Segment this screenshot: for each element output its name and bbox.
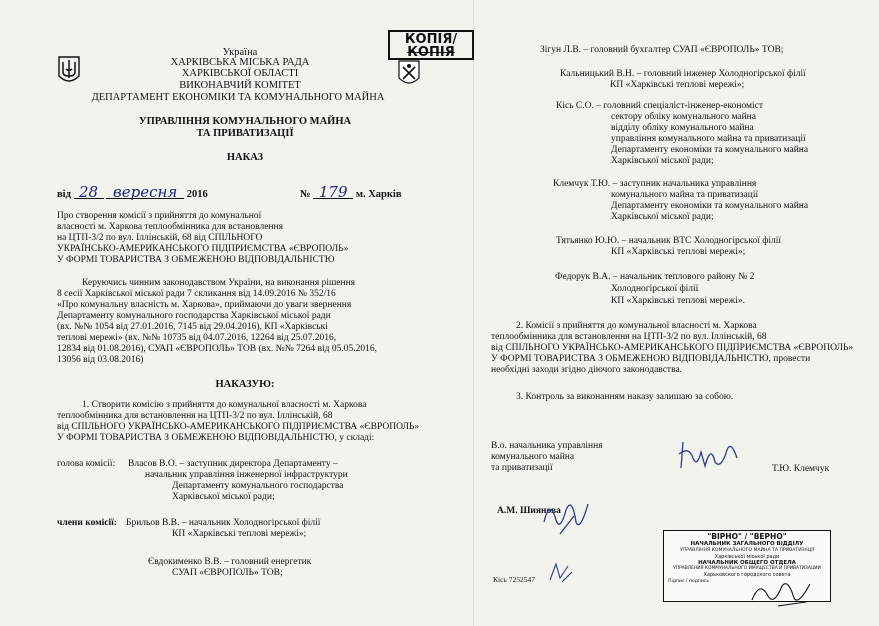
number-line bbox=[300, 183, 402, 201]
subject-line-1: Про створення комісії з прийняття до комунальної bbox=[57, 211, 262, 221]
office-title-2: ТА ПРИВАТИЗАЦІЇ bbox=[196, 128, 294, 139]
date-year: 2016 bbox=[186, 189, 208, 200]
signature-name: Т.Ю. Клемчук bbox=[772, 464, 830, 474]
office-title-1: УПРАВЛІННЯ КОМУНАЛЬНОГО МАЙНА bbox=[138, 116, 352, 127]
chair-line-3: Департаменту комунального господарства bbox=[172, 481, 344, 491]
copy-stamp bbox=[388, 30, 474, 60]
item1-line-1: 1. Створити комісію з прийняття до комунальної власності м. Харкова bbox=[82, 400, 367, 410]
member6-line-4: Харківської міської ради; bbox=[611, 212, 714, 222]
member5-line-3: відділу обліку комунального майна bbox=[611, 123, 754, 133]
member7-line-2: КП «Харківські теплові мережі»; bbox=[611, 247, 746, 257]
member6-line-1: Клемчук Т.Ю. – заступник начальника управління bbox=[553, 179, 757, 189]
certify-stamp-line-2: УПРАВЛІННЯ КОМУНАЛЬНОГО МАЙНА ТА ПРИВАТИЗАЦІЇ bbox=[679, 547, 815, 553]
item2-line-2: теплообмінника для встановлення на ЦТП-3/2 по вул. Іллінській, 68 bbox=[491, 332, 767, 342]
chair-line-2: начальник управління інженерної інфраструктури bbox=[145, 470, 348, 480]
member1-line-2: КП «Харківські теплові мережі»; bbox=[172, 529, 307, 539]
executor-initials bbox=[546, 560, 576, 584]
subject-line-3: на ЦТП-3/2 по вул. Іллінській, 68 від СПІЛЬНОГО bbox=[57, 233, 263, 243]
member2-line-2: СУАП «ЄВРОПОЛЬ» ТОВ; bbox=[172, 568, 283, 578]
header-council: ХАРКІВСЬКА МІСЬКА РАДА bbox=[170, 57, 310, 68]
certify-stamp-title: "ВІРНО" / "ВЕРНО" bbox=[707, 532, 787, 541]
subject-line-5: У ФОРМІ ТОВАРИСТВА З ОБМЕЖЕНОЮ ВІДПОВІДАЛЬНІСТЮ bbox=[57, 255, 335, 265]
chair-line-1: Власов В.О. – заступник директора Департаменту – bbox=[128, 459, 338, 469]
member3-line-1: Зігун Л.В. – головний бухгалтер СУАП «ЄВРОПОЛЬ» ТОВ; bbox=[540, 45, 784, 55]
members-label: члени комісії: bbox=[57, 518, 117, 528]
member4-line-2: КП «Харківські теплові мережі»; bbox=[610, 80, 745, 90]
page-divider bbox=[473, 0, 474, 626]
preamble-line-2: 8 сесії Харківської міської ради 7 скликання від 14.09.2016 № 352/16 bbox=[57, 289, 336, 299]
approver-signature bbox=[540, 492, 600, 536]
stamp-signature bbox=[748, 576, 818, 610]
item2-line-1: 2. Комісії з прийняття до комунальної власності м. Харкова bbox=[516, 321, 757, 331]
item1-line-4: У ФОРМІ ТОВАРИСТВА З ОБМЕЖЕНОЮ ВІДПОВІДАЛЬНІСТЮ, у складі: bbox=[57, 433, 375, 443]
city-emblem-icon bbox=[398, 60, 420, 88]
member5-line-6: Харківської міської ради; bbox=[611, 156, 714, 166]
header-committee: ВИКОНАВЧИЙ КОМІТЕТ bbox=[179, 80, 301, 91]
copy-stamp-text-1: КОПІЯ/ bbox=[404, 32, 458, 47]
member5-line-5: Департаменту економіки та комунального майна bbox=[611, 145, 809, 155]
member2-line-1: Євдокименко В.В. – головний енергетик bbox=[148, 557, 312, 567]
preamble-line-3: «Про комунальну власність м. Харкова», приймаючи до уваги звернення bbox=[57, 300, 352, 310]
executor-note: Кісь 7252547 bbox=[493, 575, 535, 584]
item2-line-4: У ФОРМІ ТОВАРИСТВА З ОБМЕЖЕНОЮ ВІДПОВІДАЛЬНІСТЮ, провести bbox=[491, 354, 811, 364]
chair-line-4: Харківської міської ради; bbox=[172, 492, 275, 502]
item1-line-3: від СПІЛЬНОГО УКРАЇНСЬКО-АМЕРИКАНСЬКОГО ПІДПРИЄМСТВА «ЄВРОПОЛЬ» bbox=[57, 422, 420, 432]
preamble-line-1: Керуючись чинним законодавством України, на виконання рішення bbox=[82, 278, 356, 288]
preamble-line-5: (вх. №№ 1054 від 27.01.2016, 7145 від 29.04.2016), КП «Харківські bbox=[57, 322, 328, 332]
preamble-line-7: 12834 від 01.08.2016), СУАП «ЄВРОПОЛЬ» ТОВ (вх. №№ 7264 від 05.05.2016, bbox=[57, 344, 377, 354]
date-day: 28 bbox=[74, 186, 104, 199]
member1-line-1: Брильов В.В. – начальник Холодногірської філії bbox=[126, 518, 321, 528]
member6-line-2: комунального майна та приватизації bbox=[611, 190, 759, 200]
certify-stamp-line-5: УПРАВЛЕНИЯ КОММУНАЛЬНОГО ИМУЩЕСТВА И ПРИВАТИЗАЦИИ bbox=[673, 566, 821, 572]
signature-title-3: та приватизації bbox=[491, 463, 553, 473]
preamble-line-6: теплові мережі» (вх. №№ 10735 від 04.07.2016, 12264 від 25.07.2016, bbox=[57, 333, 337, 343]
number-prefix: № bbox=[300, 189, 311, 200]
subject-line-2: власності м. Харкова теплообмінника для встановлення bbox=[57, 222, 283, 232]
item2-line-3: від СПІЛЬНОГО УКРАЇНСЬКО-АМЕРИКАНСЬКОГО ПІДПРИЄМСТВА «ЄВРОПОЛЬ» bbox=[491, 343, 854, 353]
signature-title-1: В.о. начальника управління bbox=[491, 441, 603, 451]
certify-stamp-line-7: Підпис / подпись bbox=[668, 579, 710, 585]
member5-line-2: сектору обліку комунального майна bbox=[611, 112, 756, 122]
signature-scribble bbox=[675, 436, 745, 474]
header-department: ДЕПАРТАМЕНТ ЕКОНОМІКИ ТА КОМУНАЛЬНОГО МАЙНА bbox=[91, 92, 385, 103]
order-heading: НАКАЗУЮ: bbox=[215, 379, 275, 390]
item1-line-2: теплообмінника для встановлення на ЦТП-3/2 по вул. Іллінській, 68 bbox=[57, 411, 333, 421]
subject-line-4: УКРАЇНСЬКО-АМЕРИКАНСЬКОГО ПІДПРИЄМСТВА «ЄВРОПОЛЬ» bbox=[57, 244, 349, 254]
member8-line-2: Холодногірської філії bbox=[611, 284, 699, 294]
item2-line-5: необхідні заходи згідно діючого законодавства. bbox=[491, 365, 683, 375]
date-month: вересня bbox=[106, 186, 184, 199]
member4-line-1: Кальницький В.Н. – головний інженер Холодногірської філії bbox=[560, 69, 806, 79]
certify-stamp-line-3: Харківської міської ради bbox=[714, 553, 780, 560]
member8-line-3: КП «Харківські теплові мережі». bbox=[611, 296, 745, 306]
order-city: м. Харків bbox=[355, 189, 402, 200]
header-region: ХАРКІВСЬКОЇ ОБЛАСТІ bbox=[181, 68, 299, 79]
coat-of-arms-icon bbox=[58, 56, 80, 86]
approver-name: А.М. Шиянова bbox=[497, 506, 561, 516]
order-number: 179 bbox=[313, 186, 353, 199]
member5-line-4: управління комунального майна та приватизації bbox=[611, 134, 806, 144]
member5-line-1: Кісь С.О. – головний спеціаліст-інженер-економіст bbox=[556, 101, 764, 111]
preamble-line-4: Департаменту комунального господарства Харківської міської ради bbox=[57, 311, 331, 321]
header-country: Україна bbox=[222, 47, 258, 58]
copy-stamp-text-2: КОПІЯ bbox=[407, 45, 455, 60]
certify-stamp-line-6: Харьковского городского совета bbox=[703, 572, 791, 579]
certify-stamp-line-4: НАЧАЛЬНИК ОБЩЕГО ОТДЕЛА bbox=[698, 559, 796, 566]
doc-type: НАКАЗ bbox=[226, 152, 264, 163]
date-line bbox=[57, 183, 208, 201]
signature-title-2: комунального майна bbox=[491, 452, 575, 462]
chair-label: голова комісії: bbox=[57, 459, 116, 469]
member7-line-1: Тятьянко Ю.Ю. – начальник ВТС Холодногірської філії bbox=[556, 236, 782, 246]
member8-line-1: Федорук В.А. – начальник теплового району № 2 bbox=[555, 272, 755, 282]
preamble-line-8: 13056 від 03.08.2016) bbox=[57, 355, 144, 365]
member6-line-3: Департаменту економіки та комунального майна bbox=[611, 201, 809, 211]
item3-text: 3. Контроль за виконанням наказу залишаю за собою. bbox=[516, 392, 734, 402]
date-prefix: від bbox=[57, 189, 71, 200]
certify-stamp-line-1: НАЧАЛЬНИК ЗАГАЛЬНОГО ВІДДІЛУ bbox=[690, 541, 804, 547]
